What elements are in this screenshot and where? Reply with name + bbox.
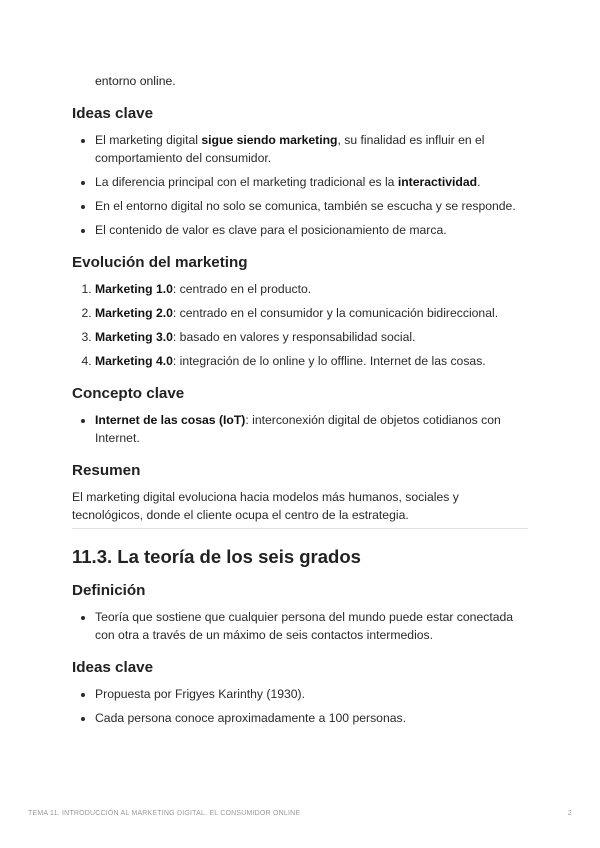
section-divider — [72, 528, 528, 529]
concepto-heading: Concepto clave — [72, 385, 185, 402]
footer-title: TEMA 11. INTRODUCCIÓN AL MARKETING DIGITAL. EL CONSUMIDOR ONLINE — [28, 810, 301, 817]
list-item: • La diferencia principal con el marketing tradicional es la interactividad. — [95, 173, 528, 191]
list-item: 2. Marketing 2.0: centrado en el consumidor y la comunicación bidireccional. — [95, 304, 528, 322]
list-item: 3. Marketing 3.0: basado en valores y responsabilidad social. — [95, 328, 528, 346]
definicion-list — [72, 608, 528, 644]
list-item: • Internet de las cosas (IoT): interconexión digital de objetos cotidianos con Internet. — [95, 411, 528, 447]
ideas-clave-list — [72, 131, 528, 239]
ideas-clave-heading-2: Ideas clave — [72, 659, 154, 676]
evolucion-heading: Evolución del marketing — [72, 254, 248, 271]
page-footer — [28, 810, 572, 817]
resumen-heading: Resumen — [72, 462, 141, 479]
list-item: • Teoría que sostiene que cualquier persona del mundo puede estar conectada con otra a través de un máximo de seis contactos intermedios. — [95, 608, 528, 644]
continuation-text: entorno online. — [95, 74, 176, 88]
ideas-clave-list-2 — [72, 685, 528, 727]
list-item: 1. Marketing 1.0: centrado en el producto. — [95, 280, 528, 298]
list-item: • Cada persona conoce aproximadamente a 100 personas. — [95, 709, 528, 727]
page-content — [72, 72, 528, 741]
list-item: • El marketing digital sigue siendo marketing, su finalidad es influir en el comportamiento del consumidor. — [95, 131, 528, 167]
definicion-heading: Definición — [72, 582, 146, 599]
list-item: • El contenido de valor es clave para el posicionamiento de marca. — [95, 221, 528, 239]
list-item: 4. Marketing 4.0: integración de lo online y lo offline. Internet de las cosas. — [95, 352, 528, 370]
concepto-list — [72, 411, 528, 447]
list-item: • Propuesta por Frigyes Karinthy (1930). — [95, 685, 528, 703]
ideas-clave-heading: Ideas clave — [72, 105, 154, 122]
page-number: 2 — [567, 810, 572, 817]
list-item: • En el entorno digital no solo se comunica, también se escucha y se responde. — [95, 197, 528, 215]
section-title: 11.3. La teoría de los seis grados — [72, 546, 361, 567]
evolucion-list — [72, 280, 528, 370]
resumen-text: El marketing digital evoluciona hacia modelos más humanos, sociales y tecnológicos, donde el cliente ocupa el centro de la estrategia. — [72, 490, 459, 522]
